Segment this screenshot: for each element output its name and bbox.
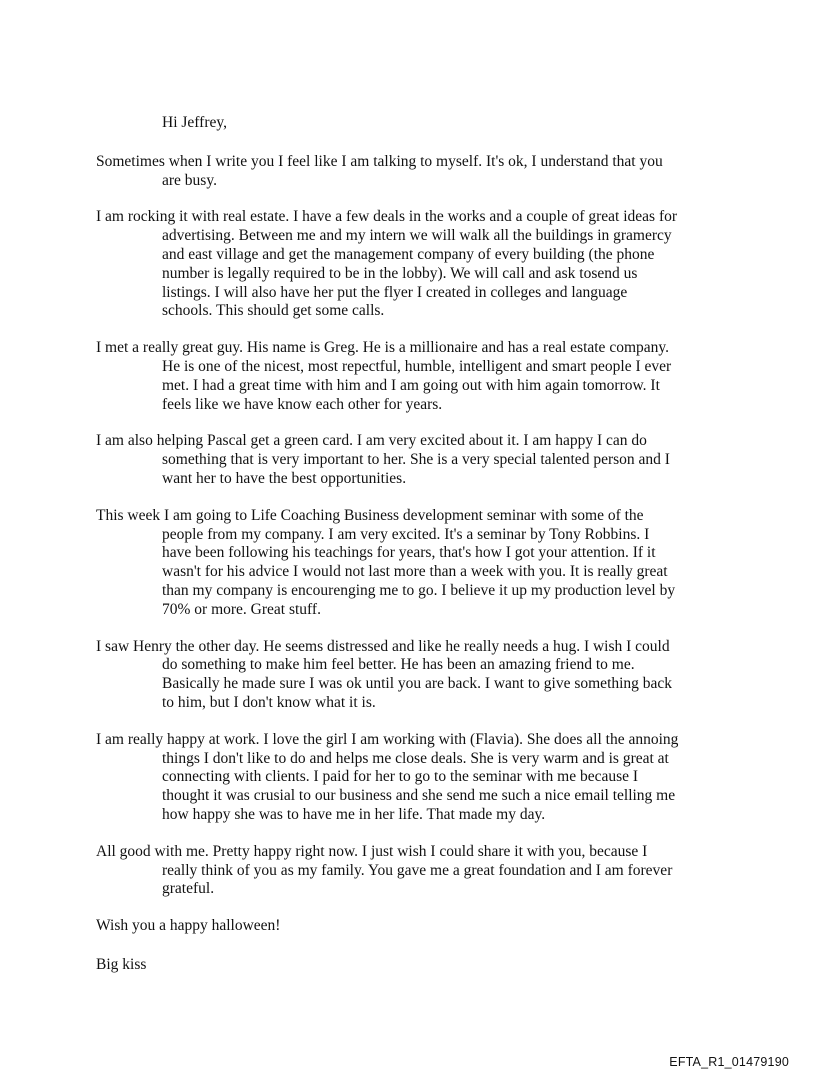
letter-paragraph: Sometimes when I write you I feel like I am talking to myself. It's ok, I understand that you are busy. (96, 152, 663, 189)
letter-closing-wish: Wish you a happy halloween! (96, 917, 281, 935)
letter-greeting: Hi Jeffrey, (162, 114, 227, 131)
letter-paragraph: I met a really great guy. His name is Greg. He is a millionaire and has a real estate company. He is one of the nicest, most repectful, humble, intelligent and smart people I ever met. I had a great time with him and I am going out with him again tomorrow. It feels like we have know each other for years. (96, 339, 672, 413)
letter-body (96, 114, 681, 995)
letter-paragraph: I am also helping Pascal get a green card. I am very excited about it. I am happy I can do something that is very important to her. She is a very special talented person and I want her to have the best opportunities. (96, 432, 670, 487)
letter-paragraph: All good with me. Pretty happy right now. I just wish I could share it with you, because I really think of you as my family. You gave me a great foundation and I am forever grateful. (96, 842, 673, 898)
letter-paragraph: I am really happy at work. I love the girl I am working with (Flavia). She does all the annoing things I don't like to do and helps me close deals. She is very warm and is great at connecting with clients. I paid for her to go to the seminar with me because I thought it was crusial to our business and she send me such a nice email telling me how happy she was to have me in her life. That made my day. (96, 730, 679, 823)
letter-paragraph: This week I am going to Life Coaching Business development seminar with some of the people from my company. I am very excited. It's a seminar by Tony Robbins. I have been following his teachings for years, that's how I got your attention. If it wasn't for his advice I would not last more than a week with you. It is really great than my company is encourenging me to go. I believe it up my production level by 70% or more. Great stuff. (96, 506, 676, 618)
letter-paragraph: I saw Henry the other day. He seems distressed and like he really needs a hug. I wish I could do something to make him feel better. He has been an amazing friend to me. Basically he made sure I was ok until you are back. I want to give something back to him, but I don't know what it is. (96, 637, 673, 711)
letter-paragraph: I am rocking it with real estate. I have a few deals in the works and a couple of great ideas for advertising. Between me and my intern we will walk all the buildings in gramercy and east village and get the management company of every building (the phone number is legally required to be in the lobby). We will call and ask tosend us listings. I will also have her put the flyer I created in colleges and language schools. This should get some calls. (96, 208, 678, 320)
letter-signoff: Big kiss (96, 955, 147, 973)
document-id-stamp: EFTA_R1_01479190 (669, 1055, 789, 1069)
